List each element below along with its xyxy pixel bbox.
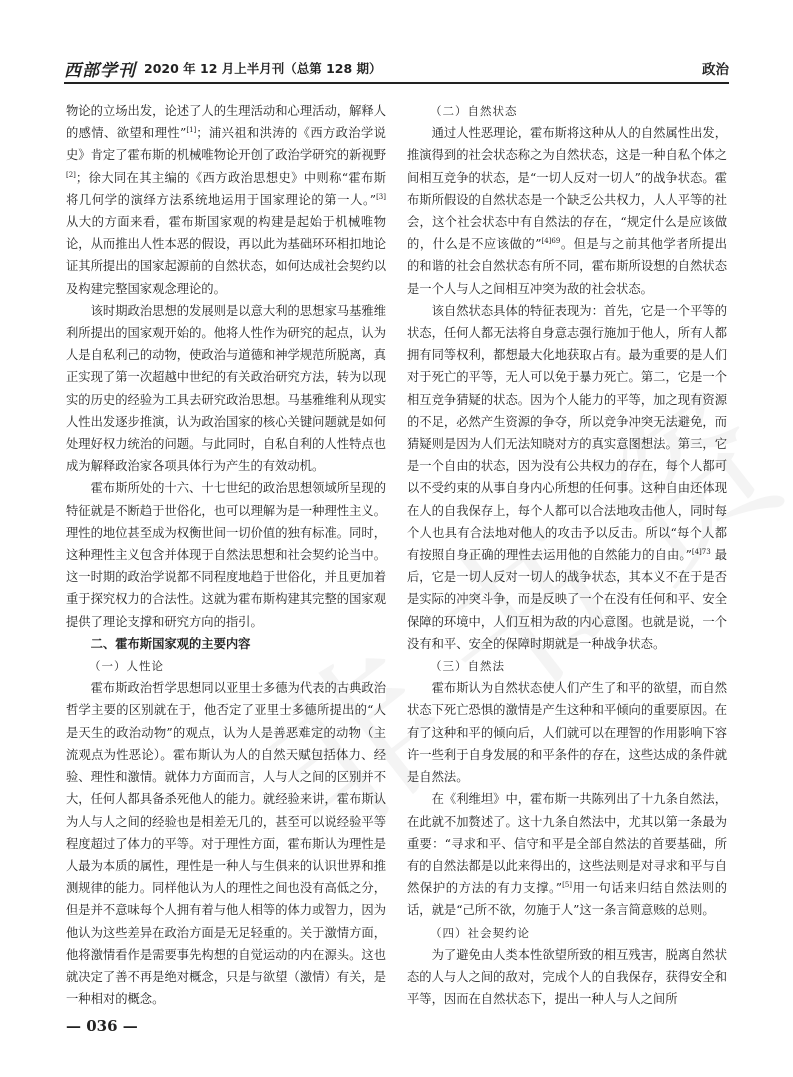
paragraph: 为了避免由人类本性欲望所致的相互残害，脱离自然状态的人与人之间的敌对，完成个人的自我保存，获得安全和平等，因而在自然状态下，提出一种人与人之间所 — [407, 947, 727, 1007]
citation: [5] — [562, 881, 573, 890]
subsection-heading: （二）自然状态 — [430, 104, 518, 118]
citation: [4]73 — [691, 547, 711, 556]
paragraph: 霍布斯政治哲学思想同以亚里士多德为代表的古典政治哲学主要的区别就在于，他否定了亚里士多德所提出的“人是天生的政治动物”的观点，认为人是善恶难定的动物（主流观点为性恶论）。霍布斯认为人的自然天赋包括体力、经验、理性和激情。就体力方面而言，人与人之间的区别并不大，任何人都具备杀死他人的能力。就经验来讲，霍布斯认为人与人之间的经验也是相差无几的，甚至可以说经验平等程度超过了体力的平等。对于理性方面，霍布斯认为理性是人最为本质的属性，理性是一种人与生俱来的认识世界和推测规律的能力。同样他认为人的理性之间也没有高低之分，但是并不意味每个人拥有着与他人相等的体力或智力，因为他认为这些差异在政治方面是无足轻重的。关于激情方面，他将激情看作是需要事先构想的自觉运动的内在源头。这也就决定了善不再是绝对概念，只是与欲望（激情）有关，是一种相对的概念。 — [66, 681, 386, 1007]
paragraph: 在《利维坦》中，霍布斯一共陈列出了十九条自然法，在此就不加赘述了。这十九条自然法中，尤其以第一条最为重要：“寻求和平、信守和平是全部自然法的首要基础，所有的自然法都是以此来得出的，这些法则是对寻求和平与自然保护的方法的有力支撑。”[5]用一句话来归结自然法则的话，就是“己所不欲，勿施于人”这一条言简意赅的总则。 — [407, 792, 727, 918]
section-heading: 二、霍布斯国家观的主要内容 — [90, 636, 251, 651]
paragraph: 霍布斯所处的十六、十七世纪的政治思想领域所呈现的特征就是不断趋于世俗化，也可以理解为是一种理性主义。理性的地位甚至成为权衡世间一切价值的独有标准。同时，这种理性主义包含并体现于自然法思想和社会契约论当中。这一时期的政治学说都不同程度地趋于世俗化，并且更加着重于探究权力的合法性。这就为霍布斯构建其完整的国家观提供了理论支撑和研究方向的指引。 — [66, 481, 386, 629]
header-rule — [64, 82, 729, 84]
right-column — [407, 100, 727, 1010]
citation: [3] — [376, 192, 386, 201]
citation: [4]69 — [541, 237, 561, 246]
page-number: — 036 — — [66, 1017, 138, 1035]
issue-label: 2020 年 12 月上半月刊（总第 128 期） — [144, 61, 382, 76]
subsection-heading: （四）社会契约论 — [430, 925, 530, 940]
left-column — [66, 100, 386, 1010]
paragraph: 该时期政治思想的发展则是以意大利的思想家马基雅维利所提出的国家观开始的。他将人性作为研究的起点，认为人是自私利己的动物，使政治与道德和神学规范所脱离，真正实现了第一次超越中世纪的有关政治研究方法，转为以现实的历史的经验为工具去研究政治思想。马基雅维利从现实人性出发逐步推演，认为政治国家的核心关键问题就是如何处理好权力统治的问题。与此同时，自私自利的人性特点也成为解释政治家各项具体行为产生的有效动机。 — [66, 303, 386, 474]
section-label: 政治 — [702, 62, 729, 78]
running-header — [64, 56, 729, 80]
subsection-heading: （一）人性论 — [89, 659, 164, 674]
citation: [2] — [66, 170, 76, 179]
paragraph: 通过人性恶理论，霍布斯将这种从人的自然属性出发，推演得到的社会状态称之为自然状态，这是一种自私个体之间相互竞争的状态，是“一切人反对一切人”的战争状态。霍布斯所假设的自然状态是一个缺乏公共权力，人人平等的社会，这个社会状态中有自然法的存在，“规定什么是应该做的，什么是不应该做的”$^{[4]69}$。但是与之前其他学者所提出的和谐的社会自然状态有所不同，霍布斯所设想的自然状态是一个人与人之间相互冲突为敌的社会状态。 — [407, 126, 727, 296]
paragraph: 霍布斯认为自然状态使人们产生了和平的欲望，而自然状态下死亡恐惧的激情是产生这种和平倾向的重要原因。在有了这种和平的倾向后，人们就可以在理智的作用影响下容许一些利于自身发展的和平条件的存在，这些达成的条件就是自然法。 — [407, 681, 727, 785]
citation: [1] — [186, 126, 197, 135]
paragraph: 物论的立场出发，论述了人的生理活动和心理活动，解释人的感情、欲望和理性”[1]；浦兴祖和洪涛的《西方政治学说史》肯定了霍布斯的机械唯物论开创了政治学研究的新视野[2]；徐大同在其主编的《西方政治思想史》中则称“霍布斯将几何学的演绎方法系统地运用于国家理论的第一人。”[3] 从大的方面来看，霍布斯国家观的构建是起始于机械唯物论，从而推出人性本恶的假设，再以此为基础环环相扣地论证其所提出的国家起源前的自然状态，如何达成社会契约以及构建完整国家观念理论的。 — [66, 104, 386, 296]
journal-title: 西部学刊 — [64, 61, 136, 81]
subsection-heading: （三）自然法 — [430, 659, 505, 674]
paragraph: 该自然状态具体的特征表现为：首先，它是一个平等的状态，任何人都无法将自身意志强行施加于他人，所有人都拥有同等权利，都想最大化地获取占有。最为重要的是人们对于死亡的平等，无人可以免于暴力死亡。第二，它是一个相互竞争猜疑的状态。因为个人能力的平等，加之现有资源的不足，必然产生资源的争夺，所以竞争冲突无法避免，而猜疑则是因为人们无法知晓对方的真实意图想法。第三，它是一个自由的状态，因为没有公共权力的存在，每个人都可以不受约束的从事自身内心所想的任何事。这种自由还体现在人的自我保存上，每个人都可以合法地攻击他人，同时每个人也具有合法地对他人的攻击予以反击。所以“每个人都有按照自身正确的理性去运用他的自然能力的自由。”$^{[4]73}$ 最后，它是一切人反对一切人的战争状态，其本义不在于是否是实际的冲突斗争，而是反映了一个在没有任何和平、安全保障的环境中，人们互相为敌的内心意图。也就是说，一个没有和平、安全的保障时期就是一种战争状态。 — [407, 303, 727, 651]
